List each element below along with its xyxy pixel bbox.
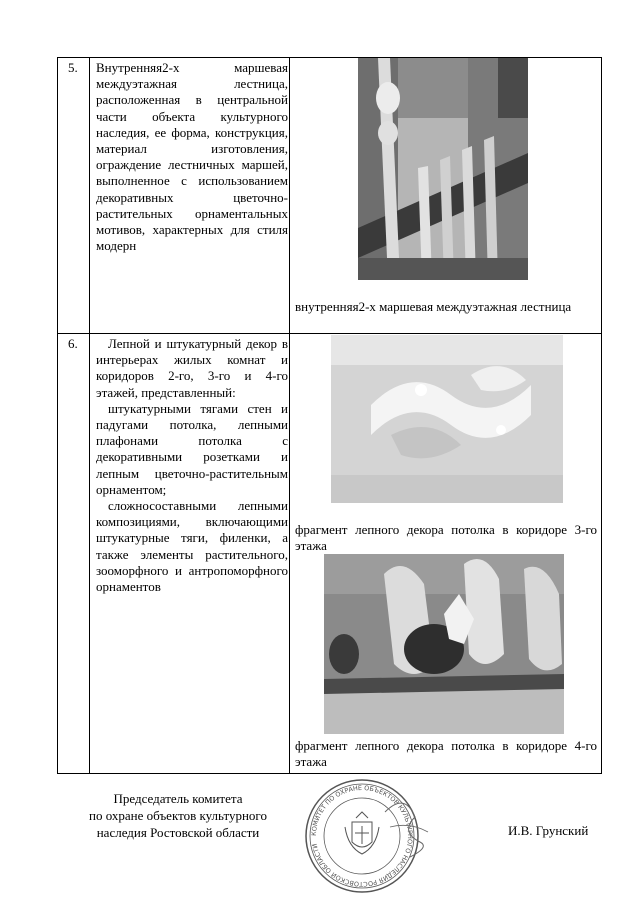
column-divider-description — [289, 58, 290, 773]
coat-of-arms-seal-icon — [345, 812, 379, 854]
description-paragraph: штукатурными тягами стен и падугами потолка, лепными плафонами потолка с декоративными розетками и лепным цветочно-растительным орнаментом; — [96, 400, 288, 497]
photo-caption: фрагмент лепного декора потолка в коридоре 3-го этажа — [295, 522, 597, 553]
description-paragraph: сложносоставными лепными композициями, включающими штукатурные тяги, филенки, а также элементы растительного, зооморфного и антропоморфного орнаментов — [96, 498, 288, 595]
heritage-elements-table — [57, 57, 602, 774]
signatory-title-line: по охране объектов культурного — [89, 808, 267, 823]
signatory-title — [55, 790, 301, 841]
row-divider — [58, 333, 601, 334]
signatory-title-line: Председатель комитета — [113, 791, 243, 806]
official-seal-stamp — [290, 772, 435, 900]
description-paragraph: Лепной и штукатурный декор в интерьерах жилых комнат и коридоров 2-го, 3-го и 4-го этажей, представленный: — [96, 336, 288, 400]
row-description — [96, 336, 288, 595]
ceiling-decor-3rd-floor-photo — [331, 335, 563, 503]
svg-text:КОМИТЕТ ПО ОХРАНЕ ОБЪЕКТОВ КУЛ: КОМИТЕТ ПО ОХРАНЕ ОБЪЕКТОВ КУЛЬТУРНОГО НАСЛЕДИЯ РОСТОВСКОЙ ОБЛАСТИ — [309, 783, 415, 889]
row-number: 5. — [68, 60, 78, 75]
row-description: Внутренняя2-х маршевая междуэтажная лестница, расположенная в центральной части объекта культурного наследия, ее форма, конструкция, материал изготовления, ограждение лестничных маршей, выполненное с использованием декоративных цветочно-растительных орнаментальных мотивов, характерных для стиля модерн — [96, 60, 288, 254]
photo-caption: внутренняя2-х маршевая междуэтажная лестница — [295, 299, 572, 314]
column-divider-number — [89, 58, 90, 773]
signatory-name: И.В. Грунский — [508, 823, 589, 838]
signatory-title-line: наследия Ростовской области — [96, 825, 260, 840]
staircase-photo — [358, 58, 528, 280]
row-number: 6. — [68, 336, 78, 351]
photo-caption: фрагмент лепного декора потолка в коридоре 4-го этажа — [295, 738, 597, 769]
ceiling-decor-4th-floor-photo — [324, 554, 564, 734]
